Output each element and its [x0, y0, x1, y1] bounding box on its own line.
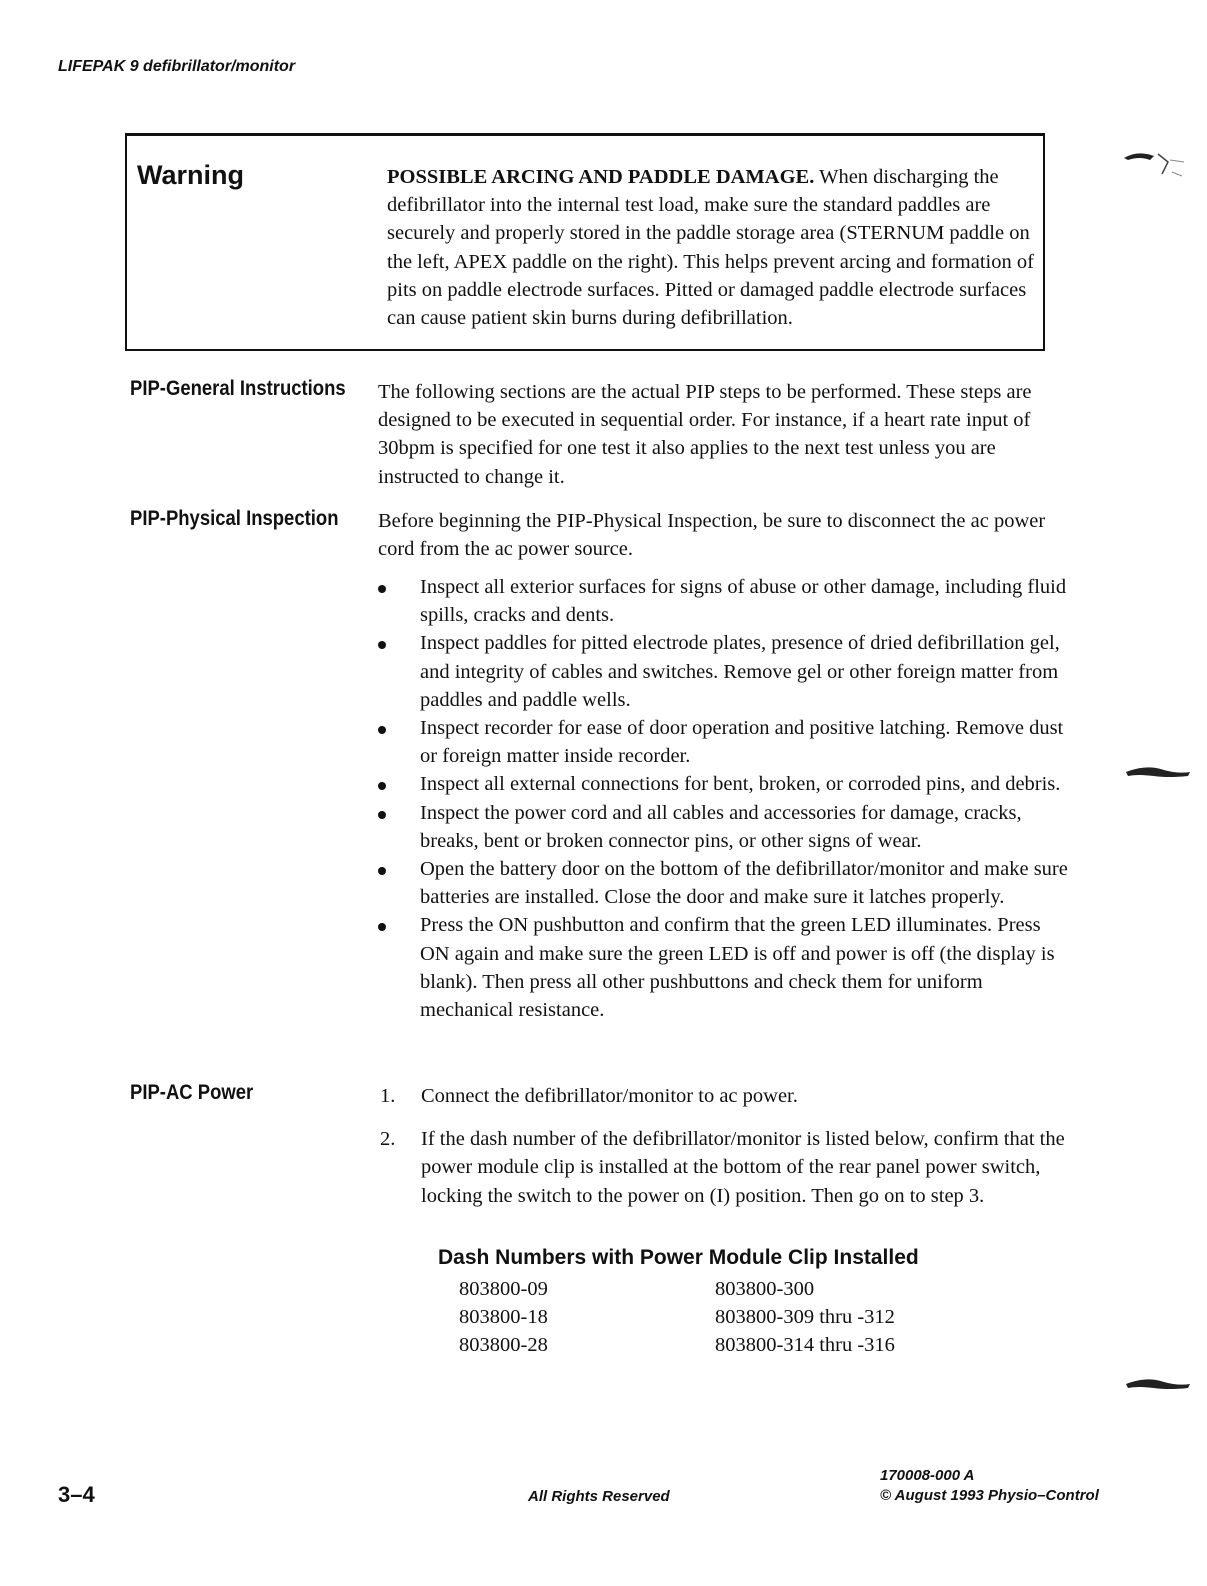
dash-numbers-col1 [459, 1275, 548, 1360]
bullet-icon [378, 782, 386, 790]
dash-number: 803800-09 [459, 1278, 548, 1300]
dash-number: 803800-300 [715, 1278, 815, 1300]
dash-number: 803800-314 thru -316 [715, 1334, 895, 1357]
list-item: Open the battery door on the bottom of the defibrillator/monitor and make sure batteries are installed. Close the door and make sure it latches properly. [378, 855, 1068, 911]
scan-mark-icon [1120, 148, 1190, 184]
running-head: LIFEPAK 9 defibrillator/monitor [58, 58, 296, 75]
bullet-icon [378, 811, 386, 819]
physical-inspection-intro: Before beginning the PIP-Physical Inspection, be sure to disconnect the ac power cord from the ac power source. [378, 510, 1046, 561]
bullet-icon [378, 726, 386, 734]
step-number: 2. [380, 1128, 396, 1151]
scan-mark-icon [1124, 1374, 1194, 1394]
warning-box [125, 133, 1045, 351]
copyright: © August 1993 Physio–Control [880, 1487, 1099, 1504]
dash-number: 803800-18 [459, 1306, 548, 1329]
heading-physical-inspection: PIP-Physical Inspection [130, 507, 339, 530]
heading-general-instructions: PIP-General Instructions [130, 377, 346, 400]
step-item: 1. Connect the defibrillator/monitor to ac power. [378, 1082, 1068, 1110]
physical-inspection-list [378, 573, 1068, 1024]
list-item: Press the ON pushbutton and confirm that the green LED illuminates. Press ON again and make sure the green LED is off and power is off (the display is blank). Then press all other pushbuttons and check them for uniform mechanical resistance. [378, 911, 1068, 1024]
ac-power-steps [378, 1082, 1068, 1210]
doc-info [880, 1466, 1099, 1506]
list-item: Inspect all external connections for bent, broken, or corroded pins, and debris. [378, 770, 1068, 798]
list-item: Inspect paddles for pitted electrode plates, presence of dried defibrillation gel, and integrity of cables and switches. Remove gel or other foreign matter from paddles and paddle wells. [378, 629, 1068, 714]
bullet-icon [378, 585, 386, 593]
scan-mark-icon [1124, 762, 1194, 782]
heading-ac-power: PIP-AC Power [130, 1081, 254, 1104]
dash-number: 803800-309 thru -312 [715, 1306, 895, 1329]
bullet-icon [378, 923, 386, 931]
step-item: 2. If the dash number of the defibrillator/monitor is listed below, confirm that the power module clip is installed at the bottom of the rear panel power switch, locking the switch to the power on (I) position. Then go on to step 3. [378, 1125, 1068, 1210]
list-item: Inspect recorder for ease of door operation and positive latching. Remove dust or foreign matter inside recorder. [378, 714, 1068, 770]
dash-number: 803800-28 [459, 1334, 548, 1357]
bullet-icon [378, 641, 386, 649]
doc-number: 170008-000 A [880, 1467, 975, 1484]
page-number: 3–4 [58, 1482, 95, 1507]
bullet-icon [378, 867, 386, 875]
general-instructions-text: The following sections are the actual PIP steps to be performed. These steps are designed to be executed in sequential order. For instance, if a heart rate input of 30bpm is specified for one test it also applies to the next test unless you are instructed to change it. [378, 381, 1032, 488]
dash-numbers-col2 [715, 1275, 895, 1360]
rights-notice: All Rights Reserved [528, 1488, 670, 1505]
warning-body: When discharging the defibrillator into the internal test load, make sure the standard paddles are securely and properly stored in the paddle storage area (STERNUM paddle on the left, APEX paddle on the right). This helps prevent arcing and formation of pits on paddle electrode surfaces. Pitted or damaged paddle electrode surfaces can cause patient skin burns during defibrillation. [387, 166, 1034, 330]
dash-numbers-title: Dash Numbers with Power Module Clip Installed [438, 1246, 919, 1269]
list-item: Inspect all exterior surfaces for signs of abuse or other damage, including fluid spills, cracks and dents. [378, 573, 1068, 629]
warning-label: Warning [137, 160, 244, 190]
warning-lead: POSSIBLE ARCING AND PADDLE DAMAGE. [387, 166, 815, 188]
step-number: 1. [380, 1085, 396, 1107]
warning-text [387, 163, 1037, 332]
list-item: Inspect the power cord and all cables and accessories for damage, cracks, breaks, bent or broken connector pins, or other signs of wear. [378, 799, 1068, 855]
